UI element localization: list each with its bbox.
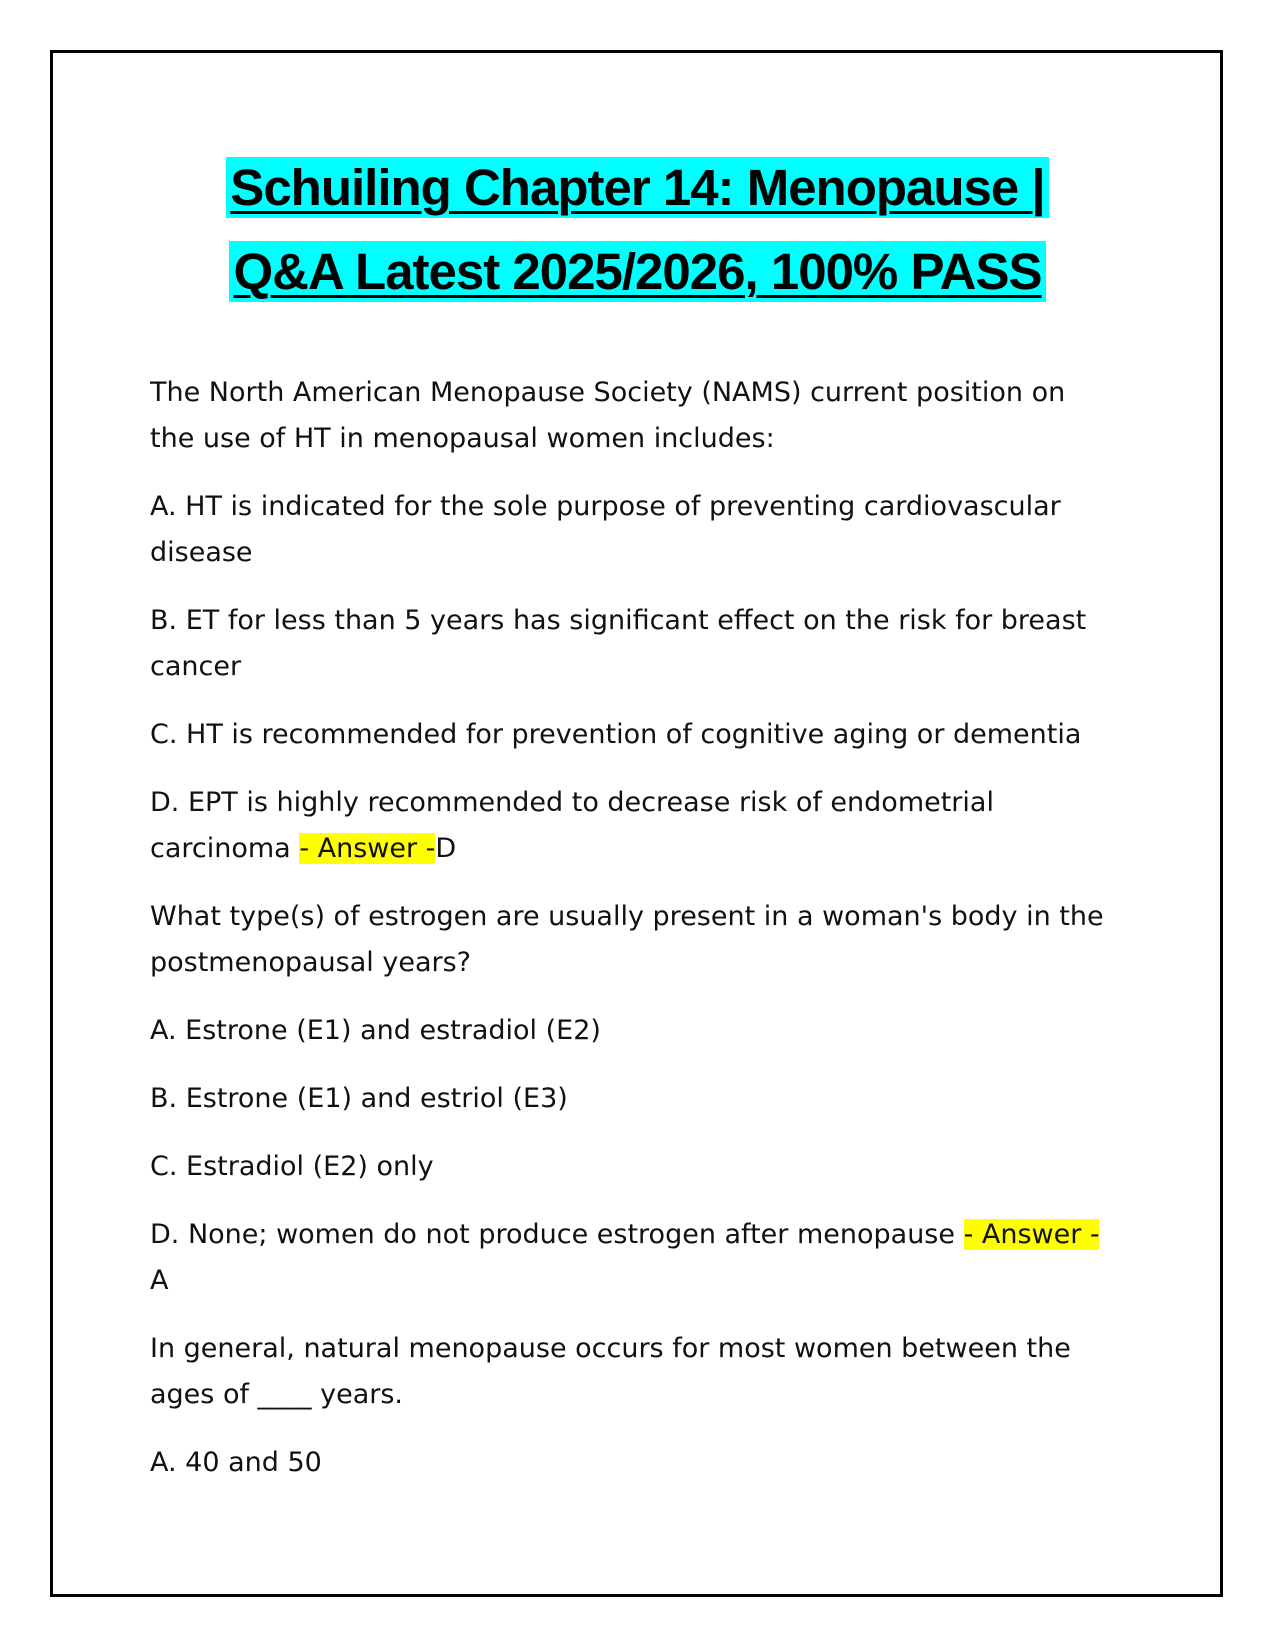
question-2-answer: A [150, 1265, 169, 1296]
question-3-text: In general, natural menopause occurs for most women between the ages of ____ years. [150, 1333, 1071, 1410]
title-line-1: Schuiling Chapter 14: Menopause | [226, 157, 1048, 218]
question-1-option-a: A. HT is indicated for the sole purpose of preventing cardiovascular disease [150, 491, 1061, 568]
question-3-option-a: A. 40 and 50 [150, 1447, 322, 1478]
question-2-option-d-block [150, 1212, 1110, 1304]
question-1-option-d: D. EPT is highly recommended to decrease risk of endometrial carcinoma [150, 787, 994, 864]
question-2-text: What type(s) of estrogen are usually present in a woman's body in the postmenopausal years? [150, 901, 1104, 978]
question-2-option-c: C. Estradiol (E2) only [150, 1151, 434, 1182]
question-2-option-d: D. None; women do not produce estrogen after menopause [150, 1219, 964, 1250]
question-1-answer-label: - Answer - [299, 833, 436, 864]
question-1-option-d-block [150, 780, 1110, 872]
title-line-2: Q&A Latest 2025/2026, 100% PASS [229, 241, 1045, 302]
question-1-text: The North American Menopause Society (NAMS) current position on the use of HT in menopausal women includes: [150, 377, 1066, 454]
question-1-option-b: B. ET for less than 5 years has significant effect on the risk for breast cancer [150, 605, 1087, 682]
document-title [0, 146, 1275, 314]
question-2-option-b: B. Estrone (E1) and estriol (E3) [150, 1083, 568, 1114]
question-2-answer-label: - Answer - [963, 1219, 1100, 1250]
question-1-answer: D [435, 833, 457, 864]
question-2-option-a: A. Estrone (E1) and estradiol (E2) [150, 1015, 601, 1046]
document-body [150, 370, 1110, 1508]
question-1-option-c: C. HT is recommended for prevention of cognitive aging or dementia [150, 719, 1082, 750]
